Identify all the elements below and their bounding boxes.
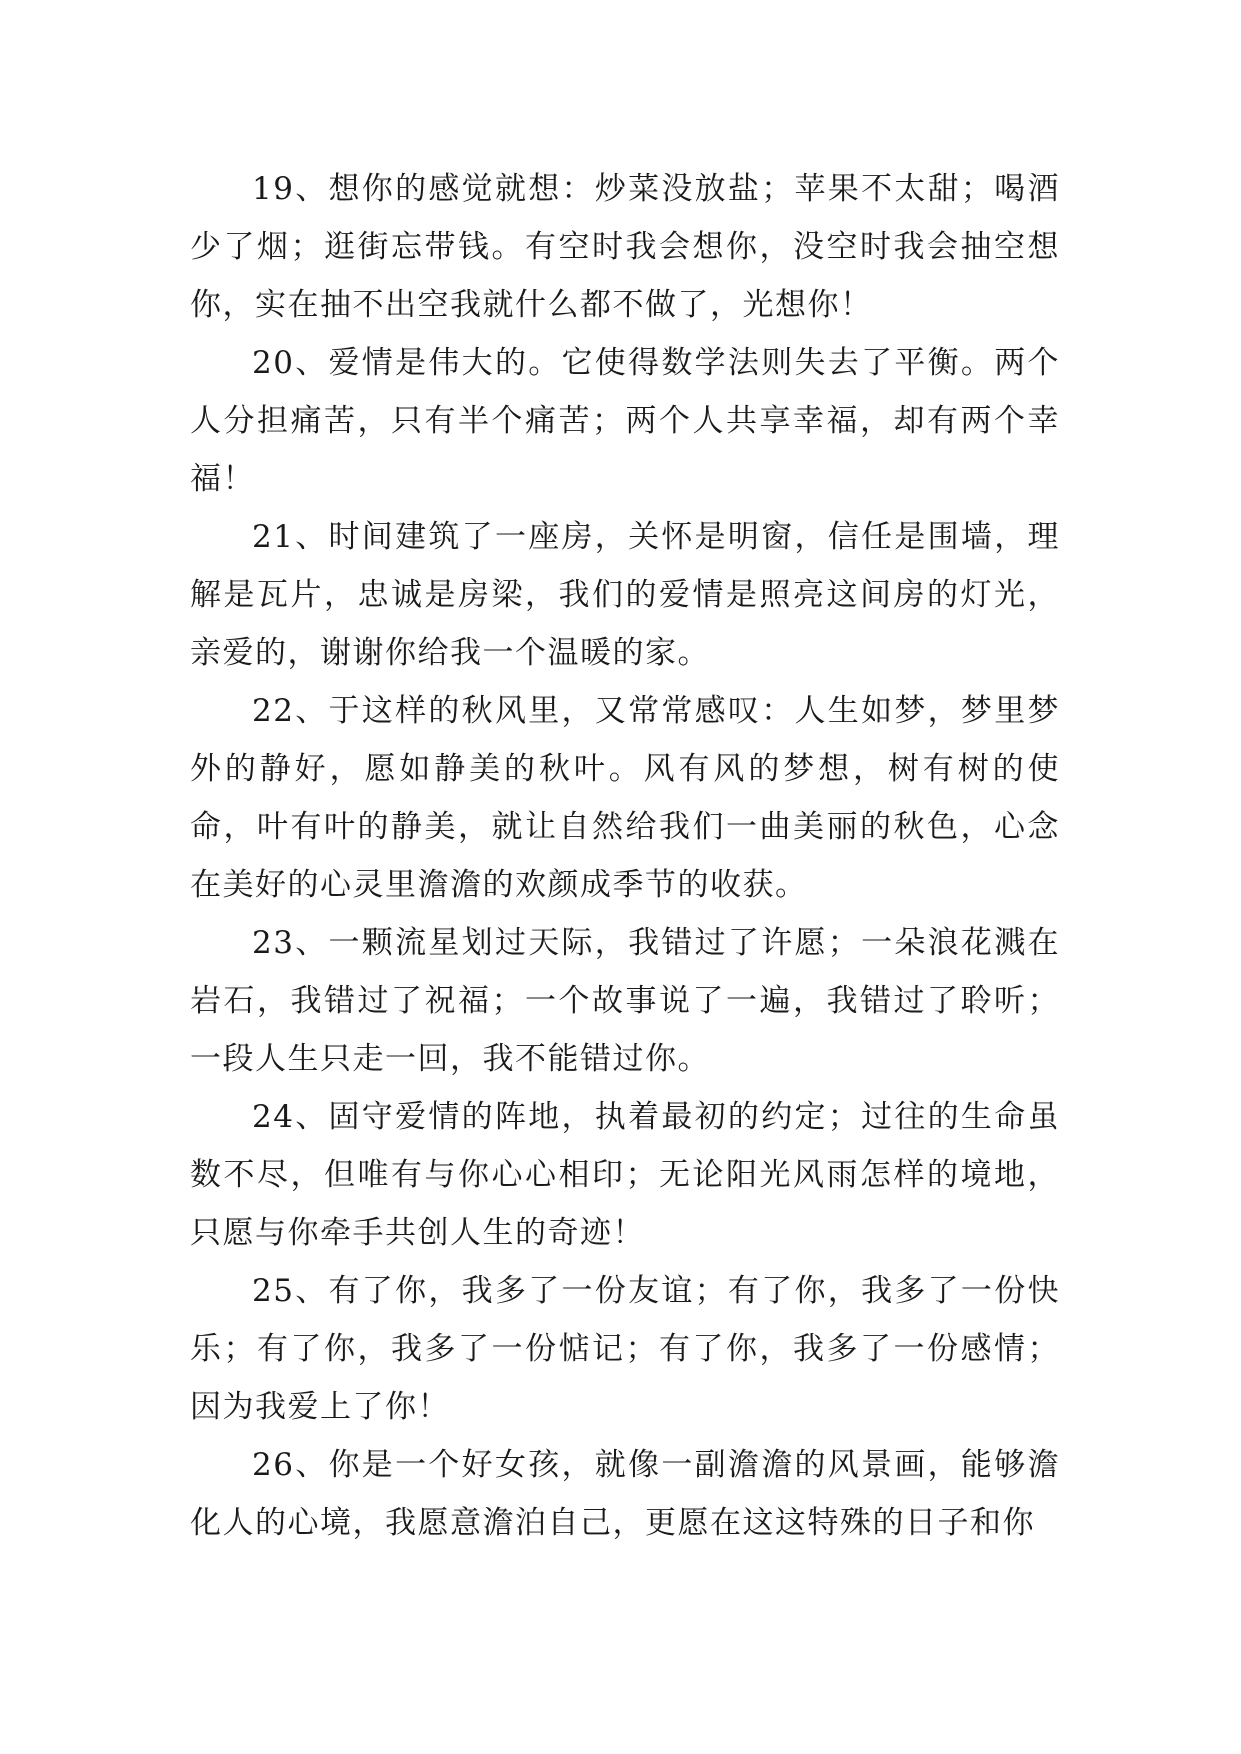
paragraph-26: 26、你是一个好女孩，就像一副澹澹的风景画，能够澹化人的心境，我愿意澹泊自己，更愿在这这特殊的日子和你: [190, 1447, 1060, 1541]
paragraph-23: 23、一颗流星划过天际，我错过了许愿；一朵浪花溅在岩石，我错过了祝福；一个故事说了一遍，我错过了聆听；一段人生只走一回，我不能错过你。: [190, 925, 1060, 1077]
paragraph-21: 21、时间建筑了一座房，关怀是明窗，信任是围墙，理解是瓦片，忠诚是房梁，我们的爱情是照亮这间房的灯光，亲爱的，谢谢你给我一个温暖的家。: [190, 519, 1060, 671]
paragraph-22: 22、于这样的秋风里，又常常感叹：人生如梦，梦里梦外的静好，愿如静美的秋叶。风有风的梦想，树有树的使命，叶有叶的静美，就让自然给我们一曲美丽的秋色，心念在美好的心灵里澹澹的欢颜成季节的收获。: [190, 693, 1060, 903]
paragraph-25: 25、有了你，我多了一份友谊；有了你，我多了一份快乐；有了你，我多了一份惦记；有了你，我多了一份感情；因为我爱上了你！: [190, 1273, 1060, 1425]
paragraph-24: 24、固守爱情的阵地，执着最初的约定；过往的生命虽数不尽，但唯有与你心心相印；无论阳光风雨怎样的境地，只愿与你牵手共创人生的奇迹！: [190, 1099, 1060, 1251]
paragraph-19: 19、想你的感觉就想：炒菜没放盐；苹果不太甜；喝酒少了烟；逛街忘带钱。有空时我会想你，没空时我会抽空想你，实在抽不出空我就什么都不做了，光想你！: [190, 171, 1060, 323]
document-body: [190, 160, 1060, 1552]
paragraph-20: 20、爱情是伟大的。它使得数学法则失去了平衡。两个人分担痛苦，只有半个痛苦；两个人共享幸福，却有两个幸福！: [190, 345, 1060, 497]
